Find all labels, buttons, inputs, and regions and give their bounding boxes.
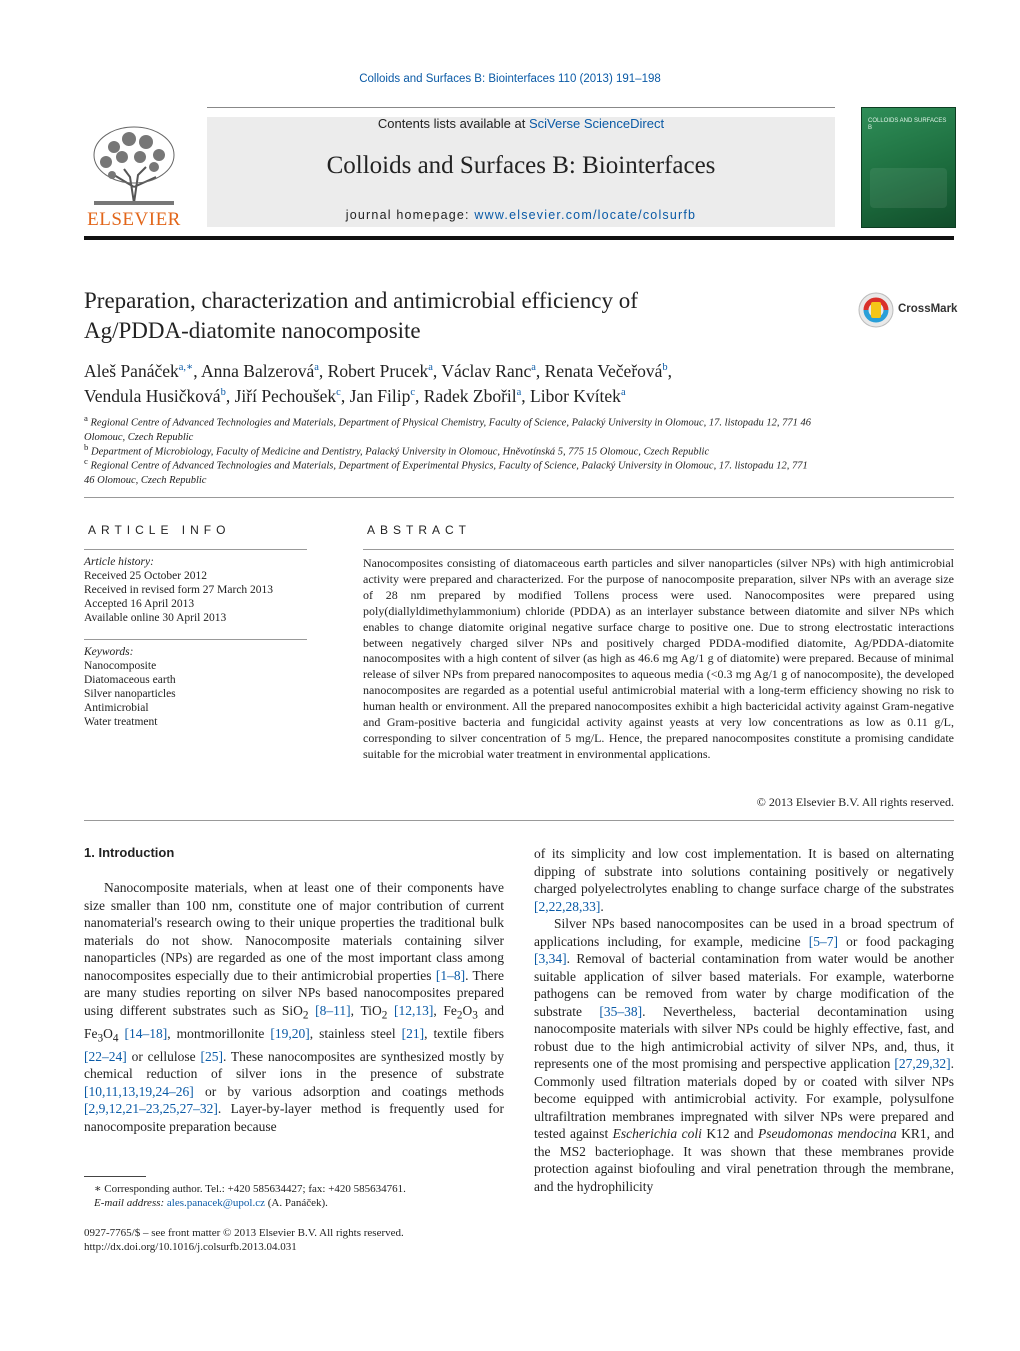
abstract-rule [363,549,954,550]
sciencedirect-link[interactable]: SciVerse ScienceDirect [528,116,665,131]
email-link[interactable]: ales.panacek@upol.cz [166,1197,266,1209]
intro-paragraph-3 [534,915,954,1195]
email-suffix: (A. Panáček). [265,1197,328,1209]
subscript: 3 [472,1009,478,1022]
reference-link[interactable]: [25] [200,1048,223,1064]
text-run: , TiO [350,1002,382,1018]
history-item: Received in revised form 27 March 2013 [84,584,274,596]
text-run: . Nevertheless, bacterial decontamination using nanocomposite materials with silver NPs could be highly effective, fast, and robust due to the high antimicrobial activity of silver NPs, and, thus, it represents one of the most promising and perspective application [534,1003,954,1071]
article-history [84,555,309,625]
text-run: Silver NPs based nanocomposites can be used in a broad spectrum of applications including, for example, medicine [534,916,954,949]
subscript: 2 [302,1009,309,1022]
author[interactable]: Vendula Husičková$^b$, [84,385,235,406]
subscript: 2 [456,1009,463,1022]
homepage-link[interactable]: www.elsevier.com/locate/colsurfb [474,208,697,222]
article-title-line-2: Ag/PDDA-diatomite nanocomposite [84,318,421,343]
author[interactable]: Anna Balzerová$^a$, [201,360,328,381]
cover-decoration [870,168,947,208]
keyword: Diatomaceous earth [84,674,176,686]
reference-link[interactable]: [35–38] [599,1003,643,1019]
text-run: . Commonly used filtration materials doped by or coated with silver NPs become equipped with antimicrobial activity. For example, polysulfone ultrafiltration membranes impregnated with silver NPs were prepared and tested against [534,1056,954,1141]
keywords-list [84,645,309,729]
reference-link[interactable]: [14–18] [124,1025,168,1041]
journal-citation[interactable]: Colloids and Surfaces B: Biointerfaces 110 (2013) 191–198 [359,73,661,85]
text-run: or food packaging [838,933,954,949]
text-run: , montmorillonite [167,1025,271,1041]
intro-paragraph-1 [84,879,504,1135]
affiliation-c: $^c$ Regional Centre of Advanced Technologies and Materials, Department of Experimental Physics, Faculty of Science, Palacký University in Olomouc, 17. listopadu 12, 771 46 Olomouc, Czech Republic [84,456,808,486]
reference-link[interactable]: [3,34] [534,951,567,966]
abstract-heading: ABSTRACT [367,523,472,537]
journal-title: Colloids and Surfaces B: Biointerfaces [326,152,716,179]
contents-prefix: Contents lists available at [377,116,529,131]
article-title [84,286,784,346]
text-run: . Layer-by-layer method is frequently used for nanocomposite preparation because [84,1101,504,1134]
text-run: Nanocomposite materials, when at least one of their components have size smaller than 100 nm, constitute one of major contribution of current nanomaterial's research owing to their unique properties the traditional bulk materials do not show. Nanocomposite materials containing silver nanoparticles (NPs) are regarded as one of the most important class among nanocomposites especially due to their antimicrobial properties [84,880,504,983]
crossmark-label: CrossMark [898,303,958,315]
author[interactable]: Radek Zbořil$^a$, [423,385,531,406]
text-run: or by various adsorption and coatings methods [193,1083,504,1099]
keyword: Silver nanoparticles [84,688,176,700]
text-run: , textile fibers [424,1025,504,1041]
reference-link[interactable]: [22–24] [84,1048,127,1064]
reference-link[interactable]: [2,9,12,21–23,25,27–32] [84,1101,218,1117]
keyword: Nanocomposite [84,660,157,672]
reference-link[interactable]: [21] [401,1025,425,1041]
article-info-heading: ARTICLE INFO [88,523,231,537]
issn-line: 0927-7765/$ – see front matter © 2013 Elsevier B.V. All rights reserved. [84,1227,404,1239]
cover-title: COLLOIDS AND SURFACES B [868,118,947,131]
author[interactable]: Václav Ranc$^a$, [441,360,545,381]
reference-link[interactable]: [27,29,32] [894,1056,951,1071]
section-heading-introduction: 1. Introduction [84,845,175,860]
elsevier-logo [84,117,184,229]
text-run: . There are many studies reporting on silver NPs based nanocomposites prepared using different substrates such as SiO [84,967,504,1018]
keyword: Water treatment [84,716,158,728]
abstract-text: Nanocomposites consisting of diatomaceous earth particles and silver nanoparticles (silver NPs) with high antimicrobial activity were prepared and characterized. For the purpose of nanocomposite preparation, silver NPs with an average size of 28 nm prepared by modified Tollens process were used. Nanocomposites were prepared using poly(diallyldimethylammonium) chloride (PDDA) as an interlayer substance between diatomite and silver NPs which enables to change diatomite original negative surface charge to positive one. Due to strong electrostatic interactions between negatively charged silver NPs and positively charged PDDA-modified diatomite, Ag/PDDA-diatomite nanocomposites with a high content of silver (as high as 46.6 mg Ag/1 g of diatomite) were prepared. Because of minimal release of silver NPs from prepared nanocomposites to aqueous media (<0.3 mg Ag/1 g of nanocomposite), the developed nanocomposites are regarded as a potential useful antimicrobial material with a long-term efficiency showing no risk to human health or environment. All the prepared nanocomposites exhibit a high bactericidal activity against Gram-negative and Gram-positive bacteria and fungicidal activity against yeasts at very low concentrations as low as 0.11 g/L, corresponding to silver concentration of 5 mg/L. Hence, the prepared nanocomposites constitute a promising candidate suitable for the microbial water treatment in environmental applications. [363,556,954,761]
text-run: . Removal of bacterial contamination from water would be another suitable application of silver based materials. For example, waterborne pathogens can be removed from water by charge modification of the substrate [534,951,954,1019]
footnote-rule [84,1176,146,1177]
reference-link[interactable]: [1–8] [435,967,466,983]
author[interactable]: Jiří Pechoušek$^c$, [234,385,350,406]
email-label: E-mail address: [94,1197,167,1209]
affiliation-a: $^a$ Regional Centre of Advanced Technologies and Materials, Department of Physical Chemistry, Faculty of Science, Palacký University in Olomouc, 17. listopadu 12, 771 46 Olomouc, Czech Republic [84,413,812,443]
subscript: 2 [381,1009,388,1022]
section-rule [84,497,954,498]
homepage-prefix: journal homepage: [345,208,475,222]
column-right [534,845,954,1195]
email-note [94,1196,328,1210]
crossmark-icon [858,292,894,328]
reference-link[interactable]: [5–7] [808,933,839,949]
text-run: . These nanocomposites are synthesized mostly by chemical reduction of silver ions in the presence of substrate [84,1048,504,1082]
author[interactable]: Jan Filip$^c$, [349,385,424,406]
text-run: , stainless steel [309,1025,402,1041]
author[interactable]: Aleš Panáček$^{a,∗}$, [84,360,201,381]
history-item: Available online 30 April 2013 [84,612,227,624]
keyword: Antimicrobial [84,702,149,714]
text-run [387,1003,394,1018]
abstract-copyright: © 2013 Elsevier B.V. All rights reserved. [756,795,954,809]
subscript: 3 [97,1032,104,1045]
reference-link[interactable]: [10,11,13,19,24–26] [84,1083,194,1099]
history-item: Received 25 October 2012 [84,570,207,582]
affiliation-b: $^b$ Department of Microbiology, Faculty of Medicine and Dentistry, Palacký University in Olomouc, Hněvotínská 5, 775 15 Olomouc, Czech Republic [84,442,710,458]
masthead-rule [84,236,954,240]
reference-link[interactable]: [2,22,28,33] [534,898,601,914]
text-run: . [600,898,604,914]
history-item: Accepted 16 April 2013 [84,598,195,610]
elsevier-wordmark: ELSEVIER [87,209,181,230]
journal-cover-image [861,107,956,228]
reference-link[interactable]: [12,13] [393,1002,434,1018]
intro-paragraph-2 [534,845,954,915]
reference-link[interactable]: [19,20] [270,1025,310,1041]
text-run: and Fe [84,1002,505,1041]
text-run: O [462,1002,473,1018]
corresponding-author-note: ∗ Corresponding author. Tel.: +420 585634427; fax: +420 585634761. [94,1183,406,1195]
text-run: O [103,1025,113,1041]
crossmark-badge[interactable] [858,292,958,328]
author-list [84,357,964,407]
author[interactable]: Libor Kvítek$^a$ [530,385,626,406]
column-left [84,879,504,1135]
body-rule [84,820,954,821]
author[interactable]: Renata Večeřová$^b$, [544,360,673,381]
text-run: K12 and [701,1126,758,1141]
doi-link[interactable]: http://dx.doi.org/10.1016/j.colsurfb.2013.04.031 [84,1241,297,1253]
article-title-line-1: Preparation, characterization and antimicrobial efficiency of [84,288,638,313]
header-rule [207,107,835,108]
text-run: of its simplicity and low cost implementation. It is based on alternating dipping of substrate into solutions containing positively or negatively charged polyelectrolytes enabling to change surface charge of the substrates [534,846,954,896]
reference-link[interactable]: [8–11] [315,1002,351,1018]
text-run: KR1, and the MS2 bacteriophage. It was shown that these membranes provide protection against biofouling and viral penetration through the membrane, and the hydrophilicity [534,1126,955,1194]
keywords-rule [84,639,307,640]
author[interactable]: Robert Prucek$^a$, [327,360,442,381]
keywords-label: Keywords: [84,646,134,658]
contents-line [207,116,835,131]
subscript: 4 [112,1032,119,1045]
journal-homepage [207,208,835,222]
species-name: Pseudomonas mendocina [758,1126,897,1141]
history-label: Article history: [84,556,154,568]
article-info-rule [84,549,307,550]
text-run: or cellulose [126,1048,201,1064]
species-name: Escherichia coli [612,1126,702,1141]
text-run: , Fe [433,1002,457,1018]
